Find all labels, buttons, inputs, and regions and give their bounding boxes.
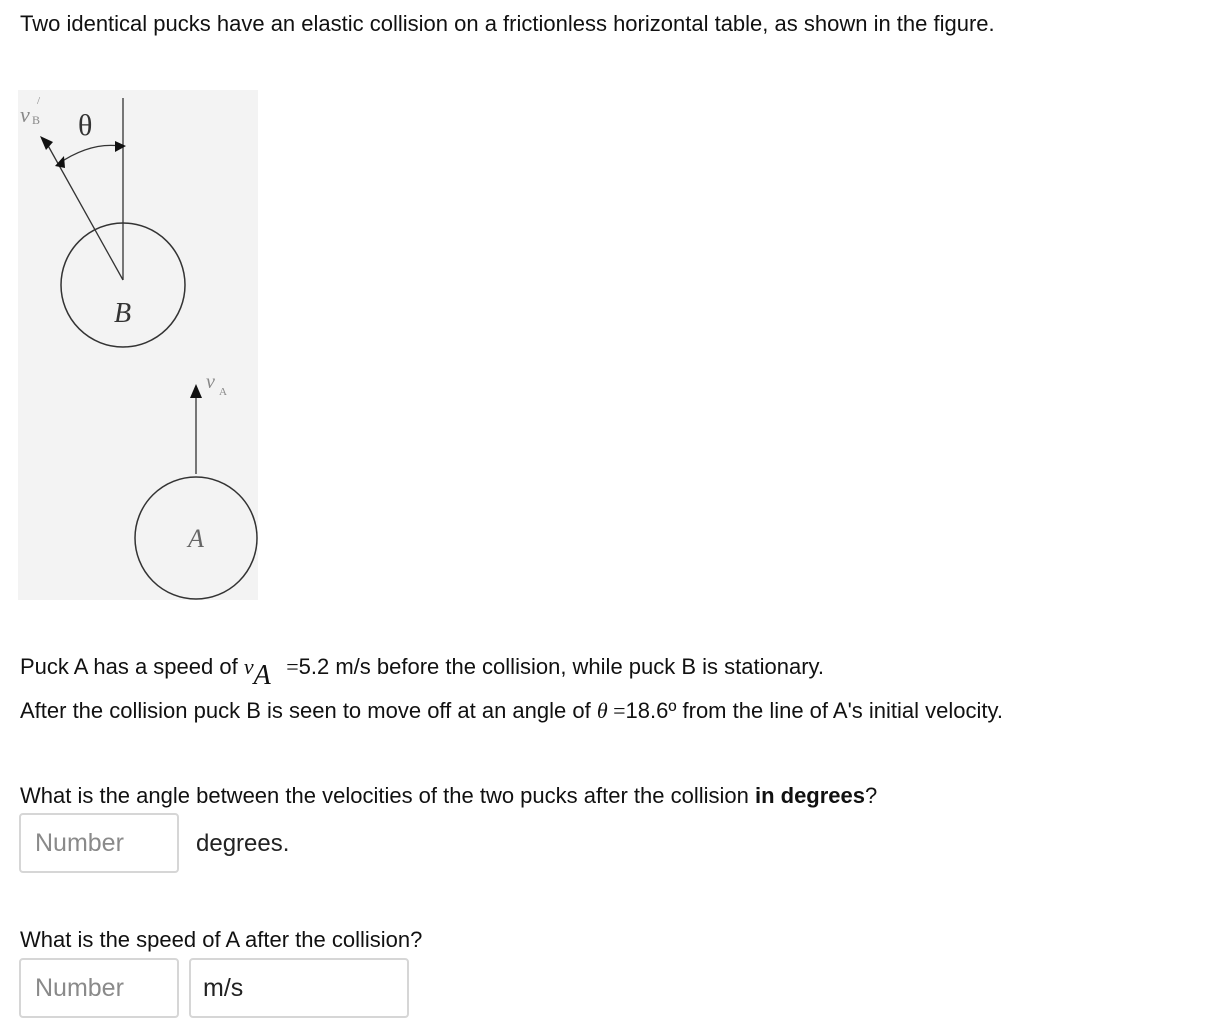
line2-eq: = [607,698,626,723]
q1-bold: in degrees [754,783,866,808]
angle-unit-label: degrees. [196,830,290,857]
speed-statement [20,652,825,691]
label-vb-sub: B [32,113,41,127]
line1-pre: Puck A has a speed of [20,654,244,679]
line1-eq: = [280,654,299,679]
q1-post: ? [865,783,878,808]
question-speed: What is the speed of A after the collision? [20,927,423,952]
line1-var: v [243,654,254,679]
label-a: A [188,524,204,553]
speed-input[interactable] [19,958,179,1018]
line1-sub: A [253,660,271,691]
label-theta: θ [78,109,93,142]
speed-unit-dropdown[interactable] [189,958,409,1018]
speed-unit-label: m/s [203,973,244,1002]
angle-statement [20,697,1003,725]
q1-pre: What is the angle between the velocities of the two pucks after the collision [20,783,755,808]
angle-input-placeholder: Number [35,828,124,857]
label-va-sub: A [219,386,227,398]
line2-post: 18.6º from the line of A's initial velocity. [625,698,1003,723]
collision-figure [18,90,258,600]
line1-post: 5.2 m/s before the collision, while puck B is stationary. [298,654,825,679]
line2-var: θ [596,698,608,723]
intro-text: Two identical pucks have an elastic collision on a frictionless horizontal table, as shown in the figure. [20,11,995,36]
line2-pre: After the collision puck B is seen to move off at an angle of [20,698,597,723]
question-angle [20,782,877,810]
collision-diagram [18,90,258,600]
label-vb-prime: / [37,95,41,107]
label-vb: v [20,102,30,127]
speed-input-placeholder: Number [35,973,124,1002]
angle-input[interactable] [19,813,179,873]
label-va: v [206,371,215,393]
label-b: B [114,298,132,329]
